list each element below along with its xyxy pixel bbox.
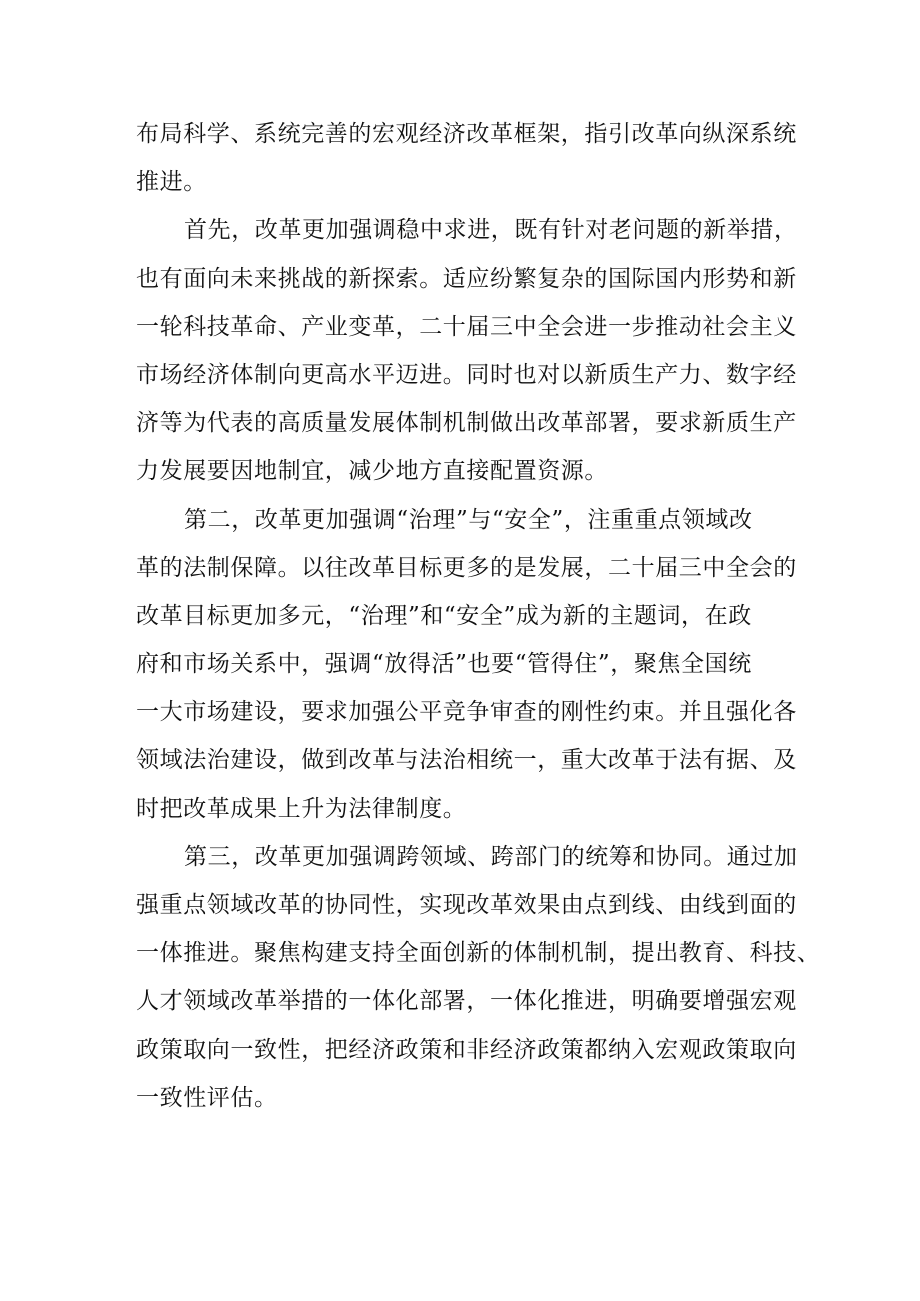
text-line: 市场经济体制向更高水平迈进。同时也对以新质生产力、数字经: [136, 361, 797, 388]
text-line: 强重点领域改革的协同性，实现改革效果由点到线、由线到面的: [136, 892, 797, 918]
paragraph-first-line: 第二，改革更加强调“治理”与“安全”，注重重点领域改: [184, 506, 753, 533]
text-line: 推进。: [136, 169, 207, 196]
paragraph-first-line: 第三，改革更加强调跨领域、跨部门的统筹和协同。通过加: [184, 843, 798, 870]
text-line: 力发展要因地制宜，减少地方直接配置资源。: [136, 458, 608, 485]
text-line: 布局科学、系统完善的宏观经济改革框架，指引改革向纵深系统: [136, 121, 797, 147]
text-line: 一体推进。聚焦构建支持全面创新的体制机制，提出教育、科技、: [136, 940, 821, 967]
text-line: 一大市场建设，要求加强公平竞争审查的刚性约束。并且强化各: [136, 699, 797, 726]
paragraph-first-line: 首先，改革更加强调稳中求进，既有针对老问题的新举措，: [184, 217, 798, 244]
text-line: 济等为代表的高质量发展体制机制做出改革部署，要求新质生产: [136, 410, 797, 437]
text-line: 领域法治建设，做到改革与法治相统一，重大改革于法有据、及: [136, 747, 797, 774]
text-line: 一轮科技革命、产业变革，二十届三中全会进一步推动社会主义: [136, 313, 797, 340]
text-line: 一致性评估。: [136, 1084, 278, 1111]
text-line: 人才领域改革举措的一体化部署，一体化推进，明确要增强宏观: [136, 988, 797, 1015]
text-line: 府和市场关系中，强调“放得活”也要“管得住”，聚焦全国统: [136, 651, 752, 678]
text-line: 时把改革成果上升为法律制度。: [136, 795, 467, 822]
body-text: [136, 110, 821, 1122]
text-line: 政策取向一致性，把经济政策和非经济政策都纳入宏观政策取向: [136, 1036, 797, 1063]
text-line: 改革目标更加多元，“治理”和“安全”成为新的主题词，在政: [136, 602, 752, 629]
text-line: 也有面向未来挑战的新探索。适应纷繁复杂的国际国内形势和新: [136, 265, 797, 292]
text-line: 革的法制保障。以往改革目标更多的是发展，二十届三中全会的: [136, 554, 797, 581]
